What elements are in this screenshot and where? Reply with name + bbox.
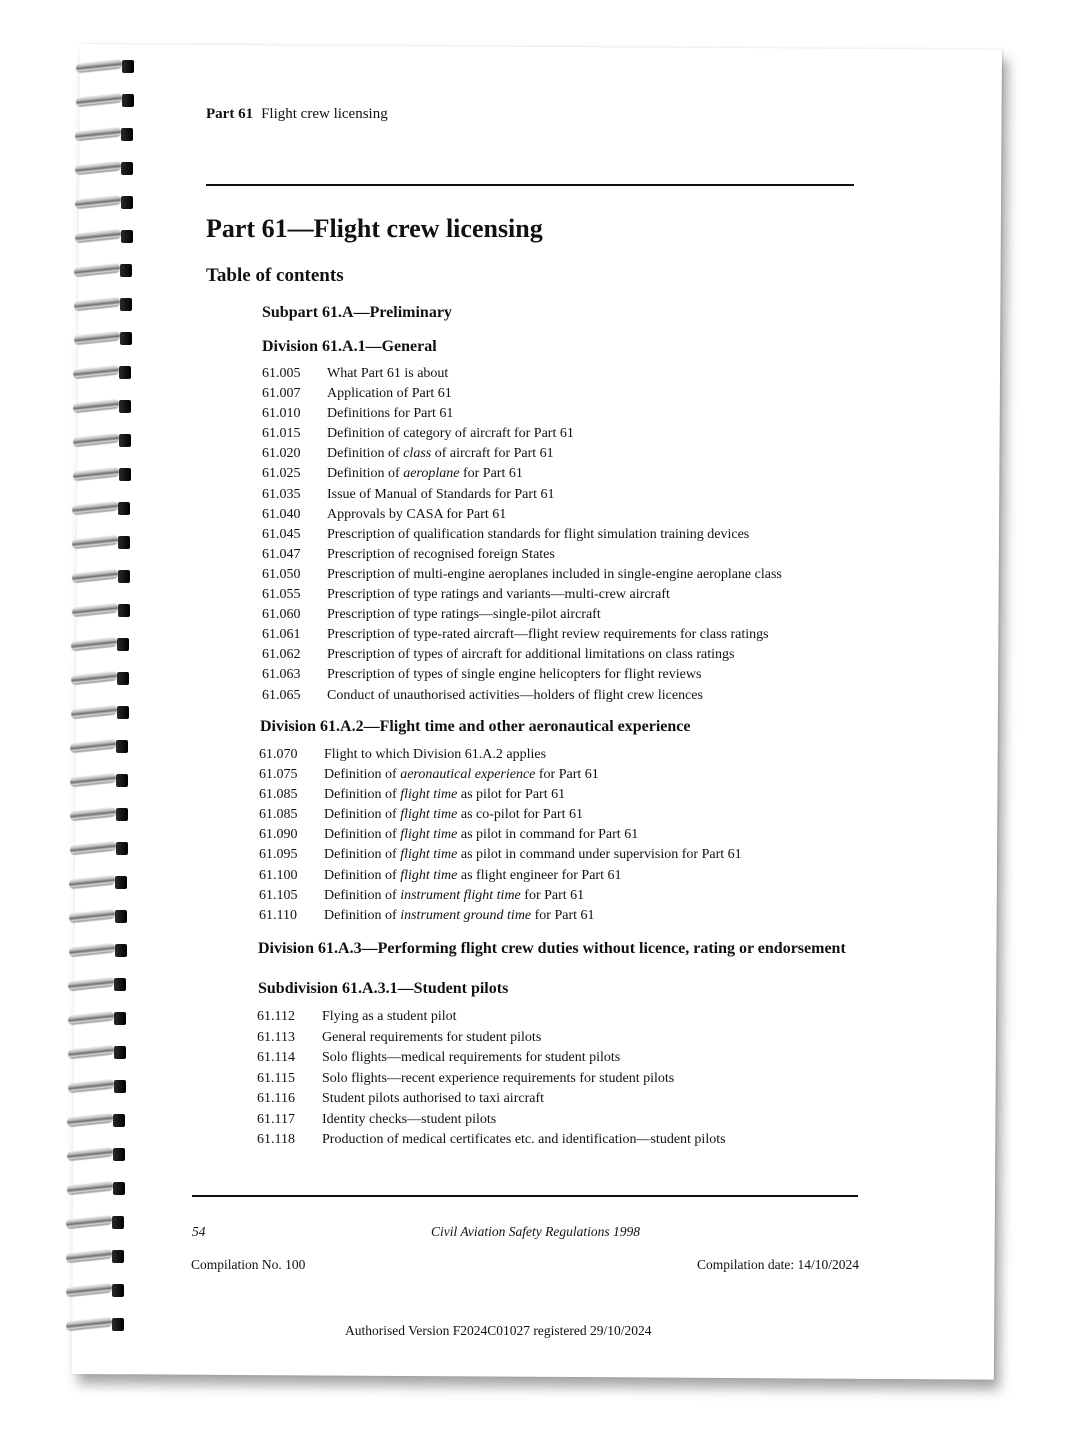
- section-number: 61.045: [262, 526, 301, 542]
- page-number: 54: [192, 1224, 206, 1239]
- spiral-coil: [67, 636, 133, 654]
- section-title: Definition of: [327, 446, 404, 462]
- division-2-heading: Division 61.A.2—Flight time and other aeronautical experience: [260, 718, 691, 735]
- spiral-coil: [70, 296, 136, 314]
- section-number: 61.062: [262, 647, 301, 663]
- spiral-coil: [63, 1180, 129, 1198]
- spiral-coil: [63, 1146, 129, 1164]
- defined-term: flight time: [400, 847, 458, 863]
- toc-entry: [262, 545, 782, 565]
- toc-entry: [259, 825, 742, 845]
- section-number: 61.005: [262, 366, 301, 381]
- section-number: 61.090: [259, 827, 298, 843]
- division-3-heading: Division 61.A.3—Performing flight crew duties without licence, rating or endorsement: [258, 940, 846, 957]
- section-title-rest: as pilot for Part 61: [457, 787, 566, 803]
- section-title: General requirements for student pilots: [322, 1029, 542, 1045]
- regulation-title: Civil Aviation Safety Regulations 1998: [431, 1224, 640, 1239]
- spiral-coil: [69, 466, 135, 484]
- section-number: 61.065: [262, 687, 301, 703]
- toc-entry: [257, 1028, 726, 1049]
- section-number: 61.015: [262, 426, 301, 442]
- section-number: 61.075: [259, 767, 298, 783]
- toc-entry: [262, 645, 782, 665]
- spiral-coil: [70, 330, 136, 348]
- spiral-coil: [70, 262, 136, 280]
- section-title-rest: as pilot in command for Part 61: [457, 827, 639, 843]
- document-page: [72, 44, 1002, 1380]
- spiral-coil: [69, 398, 135, 416]
- subpart-heading: Subpart 61.A—Preliminary: [262, 304, 452, 321]
- section-title-rest: of aircraft for Part 61: [431, 446, 554, 462]
- spiral-coil: [68, 500, 134, 518]
- spiral-coil: [65, 874, 131, 892]
- spiral-coil: [72, 58, 138, 76]
- section-number: 61.040: [262, 506, 301, 522]
- section-title: Definition of: [324, 907, 401, 923]
- section-number: 61.070: [259, 747, 298, 762]
- spiral-coil: [65, 942, 131, 960]
- defined-term: flight time: [400, 867, 458, 883]
- toc-entry: [259, 866, 742, 886]
- defined-term: flight time: [400, 787, 458, 803]
- section-number: 61.035: [262, 486, 301, 502]
- toc-entry: [259, 765, 742, 785]
- compilation-number: Compilation No. 100: [191, 1257, 306, 1272]
- toc-entry: [262, 404, 782, 424]
- section-title: Production of medical certificates etc. and identification—student pilots: [322, 1132, 726, 1147]
- defined-term: flight time: [400, 807, 458, 823]
- section-title: Flight to which Division 61.A.2 applies: [324, 747, 547, 762]
- section-number: 61.060: [262, 607, 301, 623]
- section-title: What Part 61 is about: [327, 366, 449, 381]
- spiral-coil: [69, 364, 135, 382]
- section-title-rest: as co-pilot for Part 61: [457, 807, 583, 823]
- toc-entry: [257, 1089, 726, 1110]
- section-number: 61.115: [257, 1070, 295, 1086]
- section-title: Definition of: [324, 827, 401, 843]
- toc-entry: [257, 1048, 726, 1069]
- toc-entry: [259, 906, 742, 926]
- subdivision-1-entries: [257, 1007, 726, 1151]
- toc-entry: [259, 745, 742, 765]
- section-title-rest: for Part 61: [520, 887, 585, 903]
- toc-entry: [257, 1130, 726, 1151]
- section-title: Prescription of type ratings and variants—multi-crew aircraft: [327, 587, 670, 603]
- subdivision-1-heading: Subdivision 61.A.3.1—Student pilots: [258, 980, 509, 997]
- spiral-coil: [68, 534, 134, 552]
- section-number: 61.063: [262, 667, 301, 683]
- spiral-coil: [64, 976, 130, 994]
- section-number: 61.112: [257, 1009, 295, 1024]
- toc-entry: [259, 785, 742, 805]
- division-1-entries: [262, 364, 782, 706]
- toc-entry: [262, 444, 782, 464]
- section-title: Prescription of qualification standards for flight simulation training devices: [327, 526, 750, 542]
- section-number: 61.118: [257, 1132, 295, 1147]
- spiral-coil: [71, 228, 137, 246]
- defined-term: instrument ground time: [400, 907, 532, 923]
- spiral-coil: [62, 1214, 128, 1232]
- section-number: 61.047: [262, 546, 301, 562]
- spiral-coil: [67, 670, 133, 688]
- spiral-coil: [62, 1282, 128, 1300]
- toc-entry: [262, 525, 782, 545]
- section-number: 61.100: [259, 867, 298, 883]
- spiral-coil: [65, 908, 131, 926]
- spiral-coil: [64, 1078, 130, 1096]
- section-number: 61.105: [259, 887, 298, 903]
- section-title: Prescription of types of single engine helicopters for flight reviews: [327, 667, 702, 683]
- toc-entry: [259, 805, 742, 825]
- toc-entry: [259, 886, 742, 906]
- toc-entry: [257, 1110, 726, 1131]
- defined-term: class: [403, 446, 432, 462]
- section-title: Student pilots authorised to taxi aircraft: [322, 1091, 545, 1106]
- section-title: Prescription of type-rated aircraft—flight review requirements for class ratings: [327, 627, 769, 643]
- section-title: Application of Part 61: [327, 386, 452, 402]
- division-1-heading: Division 61.A.1—General: [262, 338, 437, 355]
- toc-entry: [262, 605, 782, 625]
- spiral-coil: [72, 92, 138, 110]
- spiral-coil: [62, 1316, 128, 1334]
- page-title: Part 61—Flight crew licensing: [206, 214, 543, 243]
- spiral-coil: [64, 1010, 130, 1028]
- toc-entry: [262, 686, 782, 706]
- running-header: [206, 106, 388, 123]
- spiral-coil: [66, 806, 132, 824]
- section-title: Definition of: [324, 887, 401, 903]
- defined-term: instrument flight time: [400, 887, 521, 903]
- section-number: 61.050: [262, 566, 301, 582]
- spiral-coil: [66, 738, 132, 756]
- section-title: Definition of: [324, 767, 401, 783]
- section-title: Flying as a student pilot: [322, 1009, 457, 1024]
- section-number: 61.113: [257, 1029, 295, 1045]
- toc-entry: [257, 1069, 726, 1090]
- section-title-rest: for Part 61: [531, 907, 595, 923]
- section-title: Prescription of types of aircraft for additional limitations on class ratings: [327, 647, 735, 663]
- footer-rule: [192, 1195, 858, 1197]
- section-number: 61.085: [259, 787, 298, 803]
- compilation-date: Compilation date: 14/10/2024: [697, 1257, 859, 1272]
- spiral-coil: [64, 1044, 130, 1062]
- spiral-coil: [69, 432, 135, 450]
- section-title-rest: as flight engineer for Part 61: [457, 867, 622, 883]
- section-title: Prescription of recognised foreign States: [327, 546, 555, 562]
- section-title: Approvals by CASA for Part 61: [327, 506, 507, 522]
- defined-term: aeroplane: [403, 466, 460, 482]
- section-title: Conduct of unauthorised activities—holders of flight crew licences: [327, 687, 703, 703]
- spiral-coil: [68, 568, 134, 586]
- section-title: Solo flights—recent experience requirements for student pilots: [322, 1070, 675, 1086]
- section-title-rest: for Part 61: [535, 767, 599, 783]
- toc-entry: [262, 485, 782, 505]
- spiral-coil: [63, 1112, 129, 1130]
- spiral-coil: [71, 194, 137, 212]
- section-number: 61.116: [257, 1091, 295, 1106]
- section-title-rest: for Part 61: [459, 466, 523, 482]
- division-2-entries: [259, 745, 742, 926]
- section-title: Definitions for Part 61: [327, 406, 454, 422]
- toc-entry: [262, 625, 782, 645]
- spiral-coil: [66, 772, 132, 790]
- section-number: 61.061: [262, 627, 301, 643]
- section-number: 61.117: [257, 1111, 295, 1127]
- spiral-coil: [62, 1248, 128, 1266]
- toc-entry: [262, 665, 782, 685]
- spiral-coil: [67, 704, 133, 722]
- section-title-rest: as pilot in command under supervision for Part 61: [457, 847, 742, 863]
- section-title: Definition of: [324, 787, 401, 803]
- toc-title: Table of contents: [206, 265, 344, 286]
- spiral-binding: [58, 58, 130, 1348]
- toc-entry: [262, 464, 782, 484]
- section-title: Prescription of type ratings—single-pilot aircraft: [327, 607, 601, 623]
- section-title: Identity checks—student pilots: [322, 1111, 497, 1127]
- toc-entry: [262, 364, 782, 384]
- toc-entry: [259, 845, 742, 865]
- toc-entry: [262, 585, 782, 605]
- spiral-coil: [71, 126, 137, 144]
- section-number: 61.110: [259, 907, 297, 923]
- toc-entry: [262, 384, 782, 404]
- section-title: Definition of: [324, 847, 401, 863]
- section-number: 61.007: [262, 386, 301, 402]
- section-number: 61.055: [262, 587, 301, 603]
- section-title: Definition of category of aircraft for Part 61: [327, 426, 574, 442]
- section-title: Prescription of multi-engine aeroplanes included in single-engine aeroplane class: [327, 566, 782, 582]
- section-title: Definition of: [327, 466, 404, 482]
- header-part: Part 61: [206, 106, 254, 122]
- defined-term: aeronautical experience: [400, 767, 536, 783]
- section-title: Issue of Manual of Standards for Part 61: [327, 486, 555, 502]
- section-number: 61.095: [259, 847, 298, 863]
- toc-entry: [262, 565, 782, 585]
- section-title: Definition of: [324, 867, 401, 883]
- section-number: 61.020: [262, 446, 301, 462]
- toc-entry: [262, 505, 782, 525]
- spiral-coil: [71, 160, 137, 178]
- section-number: 61.114: [257, 1050, 295, 1065]
- defined-term: flight time: [400, 827, 458, 843]
- header-rule: [206, 184, 854, 186]
- section-title: Definition of: [324, 807, 401, 823]
- section-number: 61.010: [262, 406, 301, 422]
- authorised-version: Authorised Version F2024C01027 registered 29/10/2024: [345, 1323, 652, 1338]
- section-number: 61.085: [259, 807, 298, 823]
- toc-entry: [262, 424, 782, 444]
- toc-entry: [257, 1007, 726, 1028]
- section-title: Solo flights—medical requirements for student pilots: [322, 1050, 621, 1065]
- spiral-coil: [68, 602, 134, 620]
- section-number: 61.025: [262, 466, 301, 482]
- spiral-coil: [66, 840, 132, 858]
- header-title: Flight crew licensing: [261, 106, 388, 122]
